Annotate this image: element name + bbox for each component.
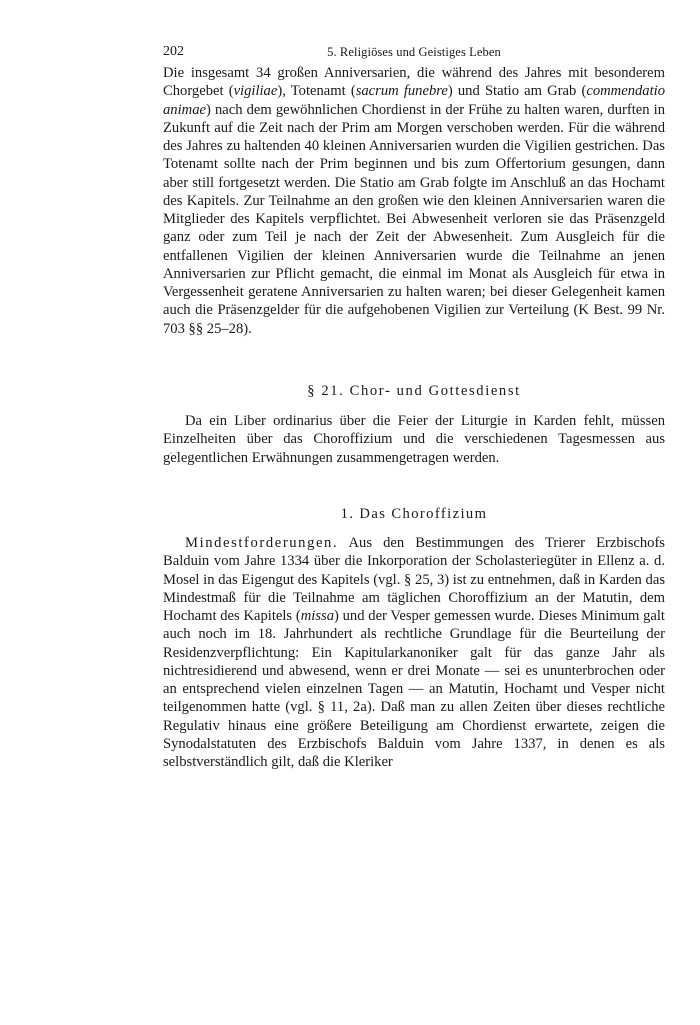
paragraph-section-intro: Da ein Liber ordinarius über die Feier der Liturgie in Karden fehlt, müssen Einzelheiten über das Choroffizium und die verschiedenen Tagesmessen aus gelegentlichen Erwähnungen zusammengetragen werden. — [163, 413, 665, 466]
text-run: ) und Statio am Grab ( — [447, 83, 587, 100]
book-page — [163, 44, 665, 771]
section-heading: § 21. Chor- und Gottesdienst — [307, 382, 521, 399]
text-run: ) und der Vesper gemessen wurde. Dieses Minimum galt auch noch im 18. Jahrhundert als rechtliche Grundlage für die Beurteilung der Residenzverpflichtung: Ein Kapitularkanoniker galt für das ganze Jahr als nichtresidierend und abwesend, wenn er drei Monate — sei es ununterbrochen oder an entsprechend vielen einzelnen Tagen — an Matutin, Hochamt und Vesper nicht teilgenommen hatte (vgl. § 11, 2a). Daß man zu allen Zeiten über dieses rechtliche Regulativ hinaus eine größere Beteiligung am Chordienst erwartete, zeigen die Synodalstatuten des Erzbischofs Balduin vom Jahre 1337, in denen es als selbstverständlich gilt, daß die Kleriker — [163, 608, 665, 770]
running-head-title: 5. Religiöses und Geistiges Leben — [327, 45, 501, 59]
text-run: Aus den Bestimmungen des Trierer Erzbischofs Balduin vom Jahre 1334 über die Inkorporation der Scholasteriegüter in Ellenz a. d. Mosel in das Eigengut des Kapitels (vgl. § 25, 3) ist zu entnehmen, daß in Karden das Mindestmaß für die Teilnahme am täglichen Choroffizium an der Matutin, dem Hochamt des Kapitels ( — [163, 535, 665, 624]
running-head — [163, 44, 665, 64]
italic-term: vigiliae — [233, 83, 278, 100]
paragraph-anniversaries — [163, 64, 665, 338]
page-number: 202 — [163, 44, 184, 59]
italic-term: commendatio animae — [163, 83, 665, 118]
subsection-heading: 1. Das Choroffizium — [340, 505, 488, 522]
text-run: ) nach dem gewöhnlichen Chordienst in der Frühe zu halten waren, durften in Zukunft auf die Zeit nach der Prim am Morgen verschoben werden. Für die während des Jahres zu haltenden 40 kleinen Anniversarien wurden die Vigilien gestrichen. Das Totenamt sollte nach der Prim beginnen und bis zum Offertorium gesungen, dann aber still fortgesetzt werden. Die Statio am Grab folgte im Anschluß an das Hochamt des Kapitels. Zur Teilnahme an den großen wie den kleinen Anniversarien waren die Mitglieder des Kapitels verpflichtet. Bei Abwesenheit verloren sie das Präsenzgeld ganz oder zum Teil je nach der Zeit der Abwesenheit. Zum Ausgleich für die entfallenen Vigilien der kleinen Anniversarien wurde die Teilnahme an jenen Anniversarien zur Pflicht gemacht, die einmal im Monat als Ausgleich für etwa in Vergessenheit geratene Anniversarien zu halten waren; bei dieser Gelegenheit kamen auch die Präsenzgelder für die aufgehobenen Vigilien zur Verteilung (K Best. 99 Nr. 703 §§ 25–28). — [163, 101, 665, 337]
spaced-lead-term: Mindestforderungen. — [185, 535, 339, 551]
text-run: ), Totenamt ( — [277, 83, 356, 100]
paragraph-minimum-requirements — [163, 534, 665, 771]
italic-term: missa — [300, 608, 334, 624]
body-text — [163, 64, 665, 771]
italic-term: sacrum funebre — [355, 83, 448, 100]
text-run: Die insgesamt 34 großen Anniversarien, die während des Jahres mit besonderem Chorgebet ( — [163, 65, 665, 100]
